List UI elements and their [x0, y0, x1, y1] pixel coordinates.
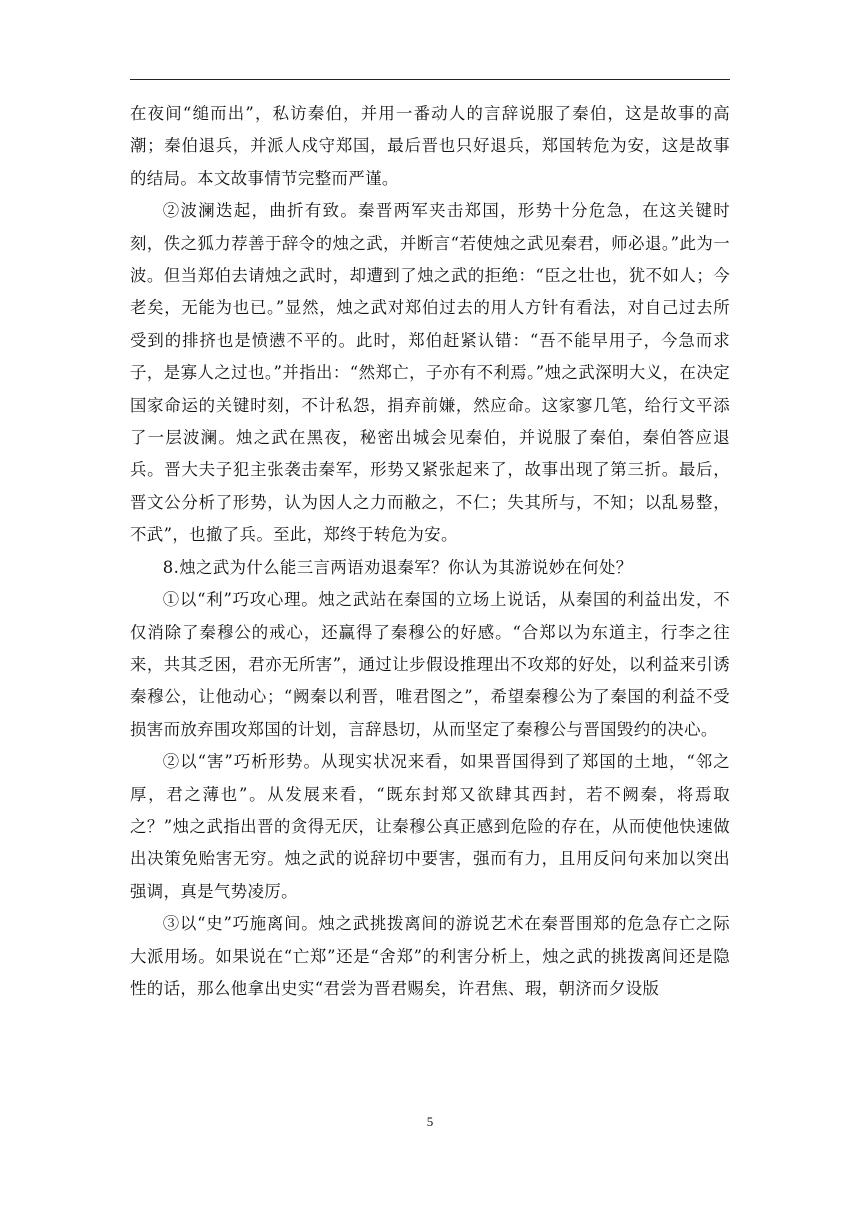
page-number: 5 [426, 1114, 434, 1129]
paragraph-point-2-waves: ②波澜迭起，曲折有致。秦晋两军夹击郑国，形势十分危急，在这关键时刻，佚之狐力荐善于辞令的烛之武，并断言“若使烛之武见秦君，师必退。”此为一波。但当郑伯去请烛之武时，却遭到了烛之武的拒绝：“臣之壮也，犹不如人；今老矣，无能为也已。”显然，烛之武对郑伯过去的用人方针有看法，对自己过去所受到的排挤也是愤懑不平的。此时，郑伯赶紧认错：“吾不能早用子，今急而求子，是寡人之过也。”并指出：“然郑亡，子亦有不利焉。”烛之武深明大义，在决定国家命运的关键时刻，不计私怨，捐弃前嫌，然应命。这家寥几笔，给行文平添了一层波澜。烛之武在黑夜，秘密出城会见秦伯，并说服了秦伯，秦伯答应退兵。晋大夫子犯主张袭击秦军，形势又紧张起来了，故事出现了第三折。最后，晋文公分析了形势，认为因人之力而敝之，不仁；失其所与，不知；以乱易整，不武”，也撤了兵。至此，郑终于转危为安。 [130, 201, 730, 545]
answer-point-1: ①以“利”巧攻心理。烛之武站在秦国的立场上说话，从秦国的利益出发，不仅消除了秦穆公的戒心，还赢得了秦穆公的好感。“合郑以为东道主，行李之往来，共其乏困，君亦无所害”，通过让步假设推理出不攻郑的好处，以利益来引诱秦穆公，让他动心；“阙秦以利晋，唯君图之”，希望秦穆公为了秦国的利益不受损害而放弃围攻郑国的计划，言辞恳切，从而坚定了秦穆公与晋国毁约的决心。 [130, 590, 730, 739]
document-body [130, 98, 730, 1005]
paragraph-continuation: 在夜间“缒而出”，私访秦伯，并用一番动人的言辞说服了秦伯，这是故事的高潮；秦伯退兵，并派人戍守郑国，最后晋也只好退兵，郑国转危为安，这是故事的结局。本文故事情节完整而严谨。 [130, 104, 730, 188]
header-rule [130, 79, 730, 80]
answer-point-2: ②以“害”巧析形势。从现实状况来看，如果晋国得到了郑国的土地，“邻之厚，君之薄也”。从发展来看，“既东封郑又欲肆其西封，若不阙秦，将焉取之？”烛之武指出晋的贪得无厌，让秦穆公真正感到危险的存在，从而使他快速做出决策免贻害无穷。烛之武的说辞切中要害，强而有力，且用反问句来加以突出强调，真是气势凌厉。 [130, 752, 730, 901]
question-8: 8.烛之武为什么能三言两语劝退秦军？你认为其游说妙在何处？ [162, 557, 633, 577]
answer-point-3: ③以“史”巧施离间。烛之武挑拨离间的游说艺术在秦晋围郑的危急存亡之际大派用场。如果说在“亡郑”还是“舍郑”的利害分析上，烛之武的挑拨离间还是隐性的话，那么他拿出史实“君尝为晋君赐矣，许君焦、瑕，朝济而夕设版 [130, 914, 730, 998]
